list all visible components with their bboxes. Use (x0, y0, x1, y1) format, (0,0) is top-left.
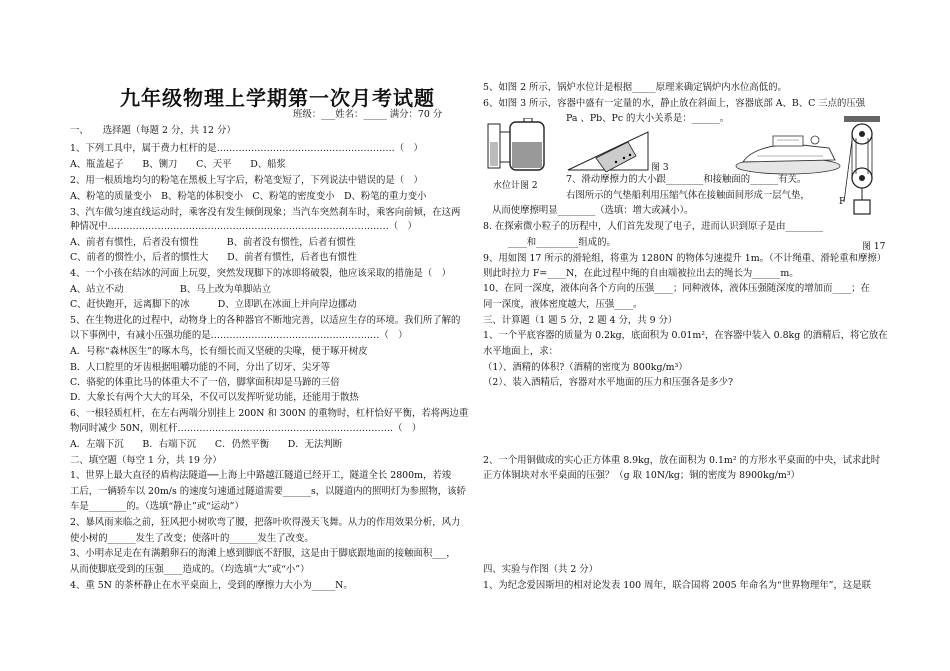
q3-options-cd: C、前者的惯性小，后者的惯性大 D、前者有惯性，后者也有惯性 (70, 252, 357, 263)
fill-q7-line2: 右图所示的气垫船利用压缩气体在接触面间形成一层气垫， (566, 190, 810, 201)
fill-q5: 5、如图 2 所示，锅炉水位计是根据_____原理来确定锅炉内水位高低的。 (483, 82, 787, 93)
calc-q1-line1: 1、一个平底容器的质量为 0.2kg，底面积为 0.01m²，在容器中装入 0.8kg 的酒精后，将它放在 (483, 330, 888, 341)
calc-q1-sub1: （1）、酒精的体积?（酒精的密度为 800kg/m³） (483, 362, 688, 373)
q1-stem: 1、下列工具中，属于费力杠杆的是…………………………………………………（ ） (70, 143, 423, 154)
q3-stem-cont: 种情况中………………………………………………………………………………（ ） (70, 221, 417, 232)
q3-stem: 3、汽车做匀速直线运动时，乘客没有发生倾倒现象；当汽车突然刹车时，乘客向前倾，在这两 (70, 207, 461, 218)
calc-q2-line1: 2、一个用铜做成的实心正方体重 8.9kg，放在面积为 0.1m² 的方形水平桌面的中央，试求此时 (483, 455, 881, 466)
fill-q8-line1: 8. 在探索微小粒子的历程中，人们首先发现了电子，进而认识到原子是由________ (483, 221, 824, 232)
fill-q2-line1: 2、暴风雨来临之前，狂风把小树吹弯了腰，把落叶吹得漫天飞舞。从力的作用效果分析，风力 (70, 517, 461, 528)
figure-pulley-system (842, 116, 882, 238)
q4-options-ab: A、站立不动 B、马上改为单脚站立 (70, 284, 272, 295)
figure3-caption: 图 3 (651, 163, 669, 173)
fill-q1-line2: 工后，一辆轿车以 20m/s 的速度匀速通过隧道需要______s，以隧道内的照明灯为参照物，该轿 (70, 486, 466, 497)
figure-boiler-gauge (484, 118, 554, 180)
q4-options-cd: C、赶快跑开，远离脚下的冰 D、立即趴在冰面上并向岸边挪动 (70, 299, 357, 310)
calc-q1-line2: 水平地面上，求： (483, 346, 559, 357)
fill-q1-line3: 车是________的。（选填“静止”或“运动”） (70, 501, 244, 512)
section-experiment-heading: 四、实验与作图（共 2 分） (483, 564, 599, 575)
q2-options: A、粉笔的质量变小 B、粉笔的体积变小 C、粉笔的密度变小 D、粉笔的重力变小 (70, 191, 427, 202)
q5-option-c: C．骆驼的体重比马的体重大不了一倍，脚掌面积却是马蹄的三倍 (70, 377, 340, 388)
q5-stem-cont: 以下事例中，有减小压强功能的是………………………………………………（ ） (70, 330, 408, 341)
calc-q2-line2: 正方体铜块对水平桌面的压强？（g 取 10N/kg；铜的密度为 8900kg/m³） (483, 470, 800, 481)
q5-option-b: B．人口腔里的牙齿根据咀嚼功能的不同，分出了切牙、尖牙等 (70, 362, 331, 373)
section-choice-heading: 一、 选择题（每题 2 分，共 12 分） (70, 125, 236, 136)
fill-q10-line1: 10、在同一深度，液体向各个方向的压强____；同种液体，液体压强随深度的增加而____；在 (483, 283, 870, 294)
fill-q1-line1: 1、世界上最大直径的盾构法隧道──上海上中路越江隧道已经开工，隧道全长 2800m，若竣 (70, 470, 452, 481)
fill-q3-line2: 从而使脚底受到的压强____造成的。（均选填“大”或“小”） (70, 564, 310, 575)
q5-option-d: D．大象长有两个大大的耳朵，不仅可以发挥听觉功能，还能用于散热 (70, 392, 359, 403)
q5-option-a: A．号称“森林医生”的啄木鸟，长有细长而又坚硬的尖喙，便于啄开树皮 (70, 346, 368, 357)
fill-q7-line1: 7、滑动摩擦力的大小跟________和接触面的______有关。 (566, 174, 807, 185)
q1-options: A、瓶盖起子 B、铡刀 C、天平 D、船浆 (70, 159, 286, 170)
figure2-caption: 水位计图 2 (493, 181, 538, 191)
fill-q6-line2: Pa 、Pb、Pc 的大小关系是：______。 (566, 113, 730, 124)
fill-q4: 4、重 5N 的茶杯静止在水平桌面上，受到的摩擦力大小为_____N。 (70, 580, 353, 591)
figure-slope-container (566, 128, 650, 172)
q2-stem: 2、用一根质地均匀的粉笔在黑板上写字后，粉笔变短了，下列说法中错误的是（ ） (70, 175, 423, 186)
q6-stem-cont: 物同时减少 50N，则杠杆……………………………………………………………（ ） (70, 423, 422, 434)
figure-hovercraft (733, 130, 843, 176)
experiment-q1-line1: 1、为纪念爱因斯坦的相对论发表 100 周年，联合国将 2005 年命名为“世界物理年”，这是联 (483, 580, 871, 591)
q6-options: A．左端下沉 B．右端下沉 C．仍然平衡 D．无法判断 (70, 439, 343, 450)
q6-stem: 6、一根轻质杠杆，在左右两端分别挂上 200N 和 300N 的重物时，杠杆恰好平衡，若将两边重 (70, 408, 469, 419)
fill-q7-line3: 从而使摩擦明显________（选填：增大或减小）。 (492, 205, 694, 216)
q5-stem: 5、在生物进化的过程中，动物身上的各种器官不断地完善，以适应生存的环境。我们所了解的 (70, 315, 461, 326)
fill-q8-line2: ____和_________组成的。 (508, 237, 616, 248)
fill-q6-line1: 6、如图 3 所示，容器中盛有一定量的水，静止放在斜面上，容器底部 A、B、C 三点的压强 (483, 98, 866, 109)
header-info: 班级：___姓名：_____ 满分：70 分 (293, 109, 443, 120)
q4-stem: 4、一个小孩在结冰的河面上玩耍，突然发现脚下的冰即将破裂，他应该采取的措施是（ ） (70, 268, 451, 279)
page-title: 九年级物理上学期第一次月考试题 (120, 86, 435, 110)
figure17-caption: 图 17 (862, 242, 886, 252)
section-fill-heading: 二、填空题（每空 1 分，共 19 分） (70, 455, 222, 466)
fill-q9-line1: 9、用如图 17 所示的滑轮组，将重为 1280N 的物体匀速提升 1m。（不计绳重、滑轮重和摩擦） (483, 253, 887, 264)
fill-q3-line1: 3、小明赤足走在有满鹅卵石的海滩上感到脚底不舒服，这是由于脚底跟地面的接触面积___， (70, 548, 456, 559)
fill-q10-line2: 同一深度，液体密度越大，压强____。 (483, 299, 643, 310)
q3-options-ab: A、前者有惯性，后者没有惯性 B、前者没有惯性，后者有惯性 (70, 237, 356, 248)
fill-q2-line2: 使小树的______发生了改变；使落叶的______发生了改变。 (70, 533, 314, 544)
fill-q9-line2: 则此时拉力 F=____N，在此过程中绳的自由端被拉出去的绳长为______m。 (483, 268, 799, 279)
section-calc-heading: 三、计算题（1 题 5 分，2 题 4 分，共 9 分） (483, 315, 678, 326)
calc-q1-sub2: （2）、装入酒精后，容器对水平地面的压力和压强各是多少? (483, 377, 734, 388)
pulley-force-label: F (839, 197, 846, 207)
